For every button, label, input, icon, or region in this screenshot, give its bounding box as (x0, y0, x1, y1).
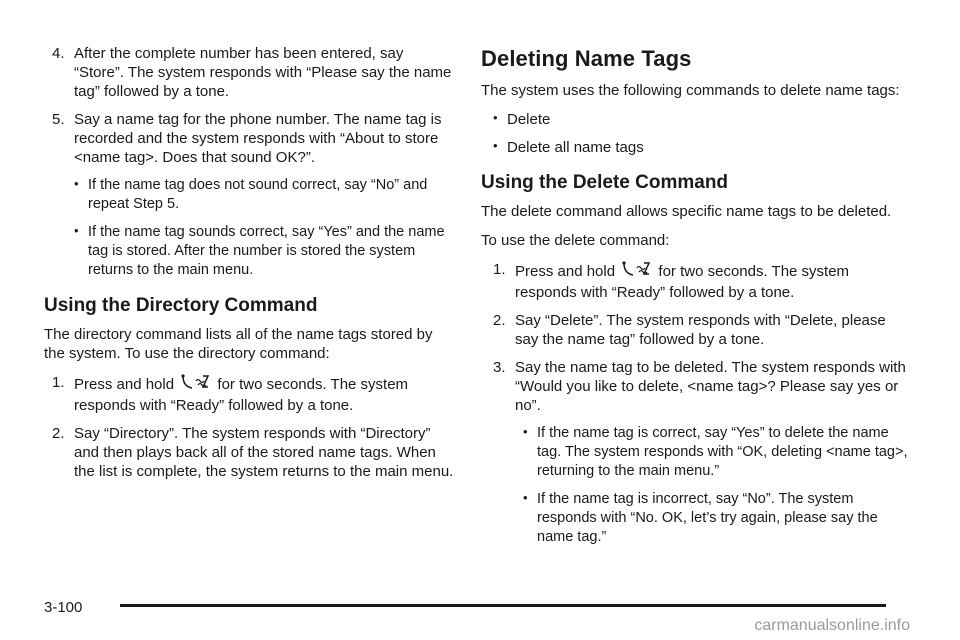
step-4 (52, 44, 454, 101)
step-text: Say the name tag to be deleted. The system responds with “Would you like to delete, <name tag>? Please say yes or no”. (515, 359, 906, 414)
step-text: After the complete number has been entered, say “Store”. The system responds with “Please say the name tag” followed by a tone. (74, 45, 452, 100)
step-text: Say “Delete”. The system responds with “Delete, please say the name tag” followed by a tone. (515, 312, 886, 348)
bullet-icon: • (523, 424, 528, 439)
bullet-icon: • (493, 138, 498, 153)
del-step-1 (493, 260, 911, 302)
delete-heading: Using the Delete Command (481, 172, 729, 193)
step-text: Say a name tag for the phone number. The name tag is recorded and the system responds with “About to store <name tag>. Does that sound OK?”. (74, 111, 442, 166)
left-column (44, 44, 454, 490)
deleting-heading: Deleting Name Tags (481, 46, 692, 71)
page-number: 3-100 (44, 599, 83, 616)
delete-steps (493, 260, 911, 415)
command-text: Delete all name tags (507, 139, 644, 156)
phone-icon (621, 260, 651, 278)
store-steps (52, 44, 454, 167)
directory-heading: Using the Directory Command (44, 295, 318, 316)
list-item (74, 223, 454, 280)
bullet-icon: • (74, 223, 79, 238)
watermark: carmanualsonline.info (754, 617, 910, 634)
dir-step-2 (52, 424, 454, 481)
bullet-text: If the name tag is incorrect, say “No”. The system responds with “No. OK, let’s try again, please say the name tag.” (537, 491, 878, 545)
list-item (523, 424, 911, 481)
bullet-text: If the name tag is correct, say “Yes” to delete the name tag. The system responds with “OK, deleting <name tag>, returning to the main menu.” (537, 425, 908, 479)
phone-voice-button-icons (621, 260, 651, 283)
delete-intro: The delete command allows specific name tags to be deleted. (481, 203, 892, 220)
footer-rule (120, 604, 886, 607)
step-text (74, 373, 454, 415)
step-number: 4. (52, 45, 65, 62)
step-text-post: for two seconds. The system responds with “Ready” followed by a tone. (515, 263, 850, 301)
list-item (74, 176, 454, 214)
phone-voice-button-icons (180, 373, 210, 396)
step-number: 2. (493, 312, 506, 329)
list-item (523, 490, 911, 547)
step-5 (52, 110, 454, 167)
del-step-2 (493, 311, 911, 349)
bullet-text: If the name tag does not sound correct, say “No” and repeat Step 5. (88, 177, 428, 212)
step-number: 3. (493, 359, 506, 376)
dir-step-1 (52, 373, 454, 415)
right-column (481, 46, 911, 556)
step-text-pre: Press and hold (74, 376, 175, 393)
step-text-pre: Press and hold (515, 263, 616, 280)
step-number: 5. (52, 111, 65, 128)
command-text: Delete (507, 111, 551, 128)
directory-intro: The directory command lists all of the name tags stored by the system. To use the directory command: (44, 326, 433, 362)
bullet-icon: • (493, 110, 498, 125)
del-step-3 (493, 358, 911, 415)
step-text-post: for two seconds. The system responds with “Ready” followed by a tone. (74, 376, 409, 414)
list-item (493, 110, 911, 129)
directory-steps (52, 373, 454, 481)
step-number: 1. (493, 261, 506, 278)
phone-icon (180, 373, 210, 391)
bullet-icon: • (523, 490, 528, 505)
bullet-icon: • (74, 176, 79, 191)
command-list (493, 110, 911, 157)
step-5-bullets (74, 176, 454, 280)
step-number: 2. (52, 425, 65, 442)
bullet-text: If the name tag sounds correct, say “Yes” and the name tag is stored. After the number is stored the system returns to the main menu. (88, 224, 445, 278)
step-3-bullets (523, 424, 911, 547)
deleting-intro: The system uses the following commands to delete name tags: (481, 82, 900, 99)
step-number: 1. (52, 374, 65, 391)
step-text: Say “Directory”. The system responds with “Directory” and then plays back all of the stored name tags. When the list is complete, the system returns to the main menu. (74, 425, 454, 480)
step-text (515, 260, 911, 302)
to-use-text: To use the delete command: (481, 232, 670, 249)
list-item (493, 138, 911, 157)
